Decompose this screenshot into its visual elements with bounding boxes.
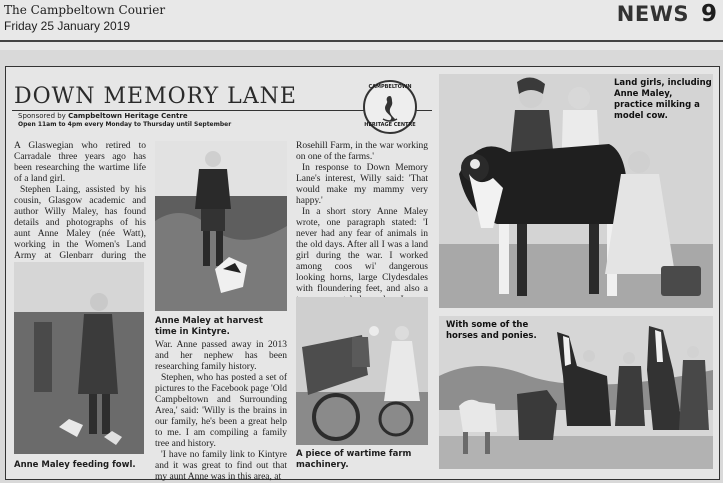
caption-horses: With some of the horses and ponies. — [446, 320, 537, 341]
paragraph: In a short story Anne Maley wrote, one paragraph stated: 'I never had any fear of animals in the old days. After all I was a land girl during the war. I worked among coos wi' dangerous looking horns, large Clydesdales with floundering feet, and also a — [296, 207, 428, 294]
paragraph: Rosehill Farm, in the war working on one of the farms.' — [296, 141, 428, 162]
paragraph: A Glaswegian who retired to Carradale three years ago has been researching the wartime life of a land girl. — [14, 141, 146, 184]
paper-date: Friday 25 January 2019 — [4, 19, 131, 33]
article-column-2 — [155, 340, 287, 483]
headline: DOWN MEMORY LANE — [14, 84, 297, 109]
masthead-rule — [0, 40, 723, 42]
logo-text-top: CAMPBELTOWN — [368, 84, 412, 90]
photo-feeding-fowl — [14, 262, 144, 454]
opening-hours: Open 11am to 4pm every Monday to Thursday until September — [18, 121, 232, 128]
article-column-1 — [14, 141, 146, 273]
paragraph: Stephen, who has posted a set of pictures to the Facebook page 'Old Campbeltown and Surrounding Area,' said: 'Willy is the brains in our family, he's been a great help to me. I am compiling a family tree and history. — [155, 373, 287, 449]
caption-milking: Land girls, including Anne Maley, practice milking a model cow. — [614, 78, 712, 121]
sponsor-name: Campbeltown Heritage Centre — [68, 112, 188, 120]
article-column-3 — [296, 141, 428, 317]
sponsor-line — [18, 112, 188, 120]
photo-harvest — [155, 141, 287, 311]
caption-harvest: Anne Maley at harvest time in Kintyre. — [155, 316, 263, 337]
section-label: NEWS — [616, 2, 689, 26]
logo-text-bottom: HERITAGE CENTRE — [364, 122, 416, 128]
paragraph: In response to Down Memory Lane's interest, Willy said: 'That would make my mammy very happy.' — [296, 163, 428, 206]
caption-machinery: A piece of wartime farm machinery. — [296, 449, 412, 470]
photo-farm-machinery — [296, 297, 428, 445]
paragraph: War. Anne passed away in 2013 and her nephew has been researching family history. — [155, 340, 287, 372]
page-number: 9 — [700, 1, 717, 27]
masthead — [0, 0, 723, 50]
paper-name: The Campbeltown Courier — [4, 3, 166, 17]
caption-fowl: Anne Maley feeding fowl. — [14, 460, 136, 470]
paragraph: 'I have no family link to Kintyre and it was great to find out that my aunt Anne was in this area, at — [155, 450, 287, 482]
paragraph: Stephen Laing, assisted by his cousin, Glasgow academic and author Willy Maley, has found details and photographs of his aunt Anne Maley (née Watt), working in the Women's Land Army at Glenbarr during the — [14, 185, 146, 261]
sponsor-prefix: Sponsored by — [18, 112, 66, 120]
